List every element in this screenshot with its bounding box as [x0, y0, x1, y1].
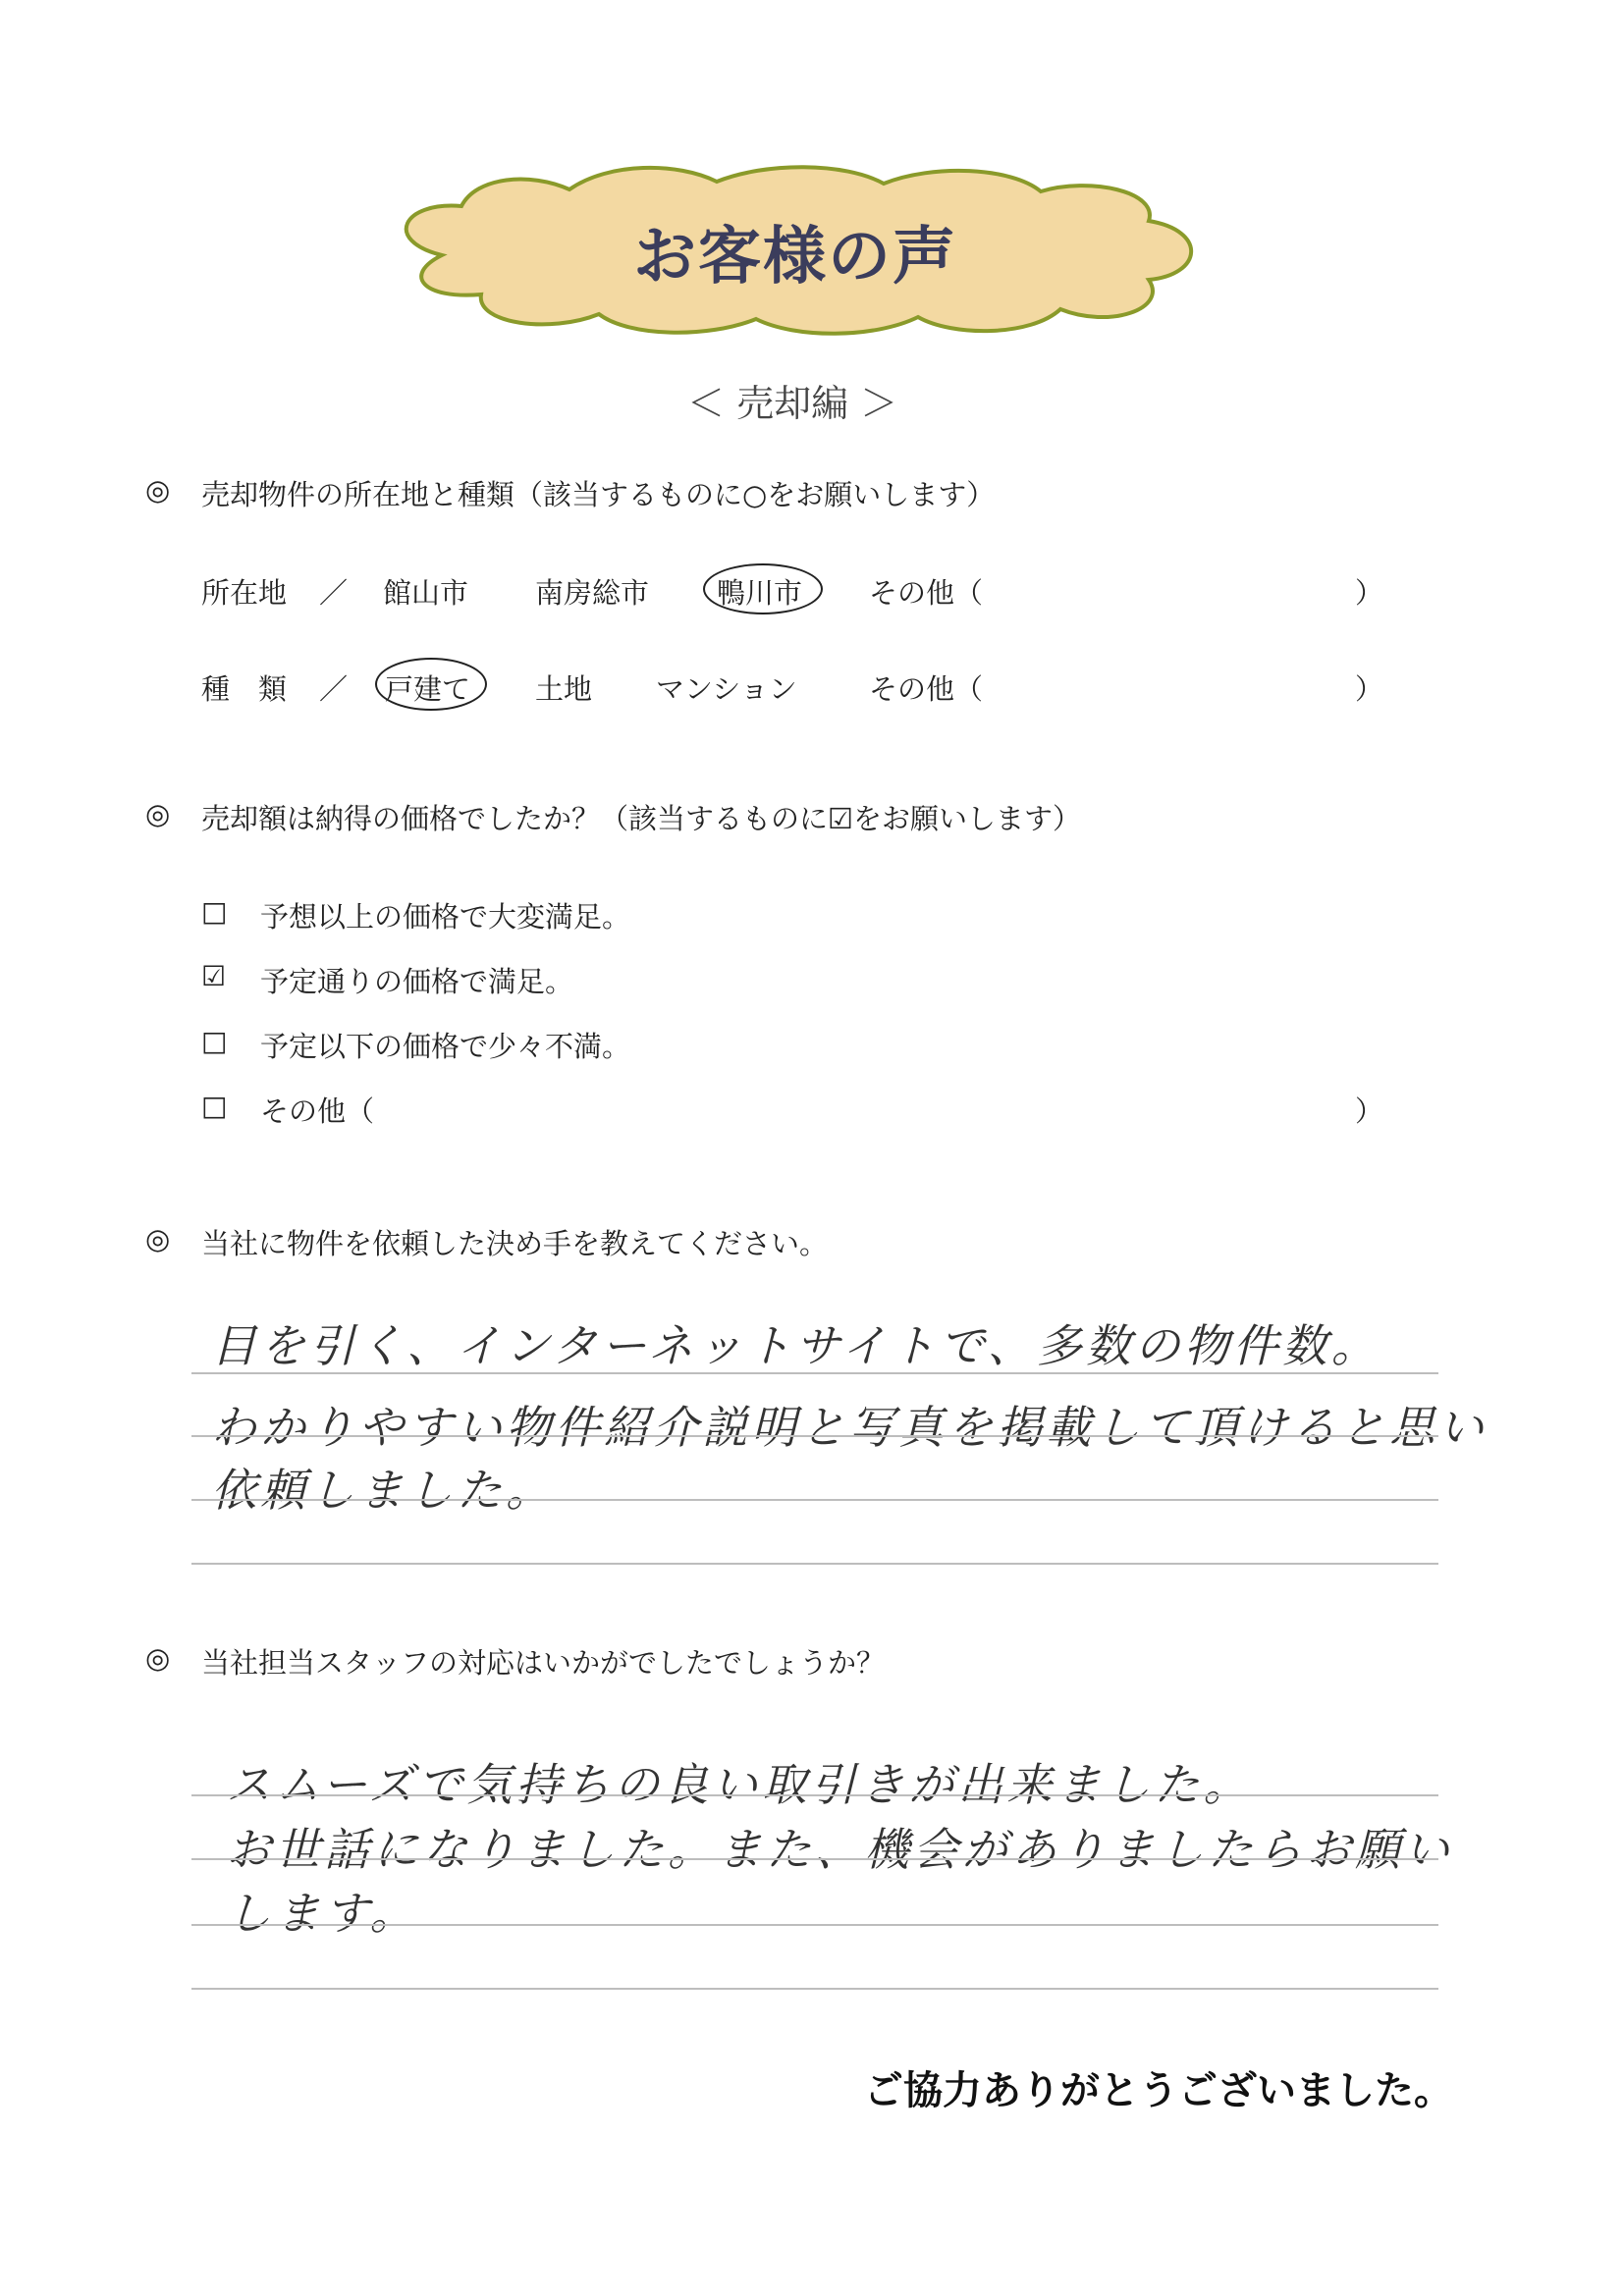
q1-question: 売却物件の所在地と種類（該当するものに○をお願いします） [201, 478, 996, 511]
option-checkbox-checked[interactable]: ☑ [201, 960, 227, 992]
option-label: その他（ [260, 1095, 375, 1128]
option-checkbox[interactable]: □ [201, 895, 228, 928]
type-option-mansion[interactable]: マンション [656, 672, 797, 706]
option-label: 予定以下の価格で少々不満。 [260, 1030, 631, 1063]
q4-answer-line: します。 [226, 1887, 419, 1940]
q3-answer-line: 依頼しました。 [211, 1464, 555, 1517]
type-slash: ／ [319, 672, 349, 706]
answer-rule [191, 1858, 1438, 1860]
location-other-close: ） [1355, 576, 1384, 610]
q4-answer-line: お世話になりました。また、機会がありましたらお願い [226, 1823, 1453, 1876]
answer-rule [191, 1499, 1438, 1501]
page-title: お客様の声 [633, 221, 957, 294]
option-checkbox[interactable]: □ [201, 1090, 228, 1122]
answer-rule [191, 1794, 1438, 1796]
q3-answer-line: 目を引く、インターネットサイトで、多数の物件数。 [211, 1319, 1380, 1372]
answer-rule [191, 1924, 1438, 1926]
q3-answer-line: わかりやすい物件紹介説明と写真を掲載して頂けると思い [211, 1401, 1488, 1454]
location-selected-circle [703, 563, 823, 614]
location-option-other[interactable]: その他（ [869, 576, 984, 610]
option-label: 予想以上の価格で大変満足。 [260, 900, 631, 934]
q1-mark: ◎ [145, 473, 171, 507]
answer-rule [191, 1988, 1438, 1990]
type-selected-circle [375, 658, 487, 711]
q2-question: 売却額は納得の価格でしたか？（該当するものに☑をお願いします） [201, 802, 1081, 835]
answer-rule [191, 1372, 1438, 1374]
location-option-minamiboso[interactable]: 南房総市 [535, 576, 650, 610]
answer-rule [191, 1435, 1438, 1437]
q4-answer-line: スムーズで気持ちの良い取引きが出来ました。 [226, 1758, 1253, 1811]
answer-rule [191, 1563, 1438, 1565]
location-option-kamogawa[interactable]: 鴨川市 [717, 576, 803, 610]
q4-mark: ◎ [145, 1641, 171, 1675]
type-option-land[interactable]: 土地 [535, 672, 593, 706]
type-option-other[interactable]: その他（ [869, 672, 984, 706]
type-label: 種 類 [201, 672, 288, 706]
q4-question: 当社担当スタッフの対応はいかがでしたでしょうか？ [201, 1646, 886, 1680]
q3-question: 当社に物件を依頼した決め手を教えてください。 [201, 1227, 829, 1260]
option-other-close: ） [1355, 1095, 1384, 1128]
q2-mark: ◎ [145, 797, 171, 830]
section-subtitle: ＜ 売却編 ＞ [687, 382, 898, 425]
location-slash: ／ [319, 576, 349, 610]
thanks-message: ご協力ありがとうございました。 [864, 2068, 1453, 2113]
type-other-close: ） [1355, 672, 1384, 706]
q3-mark: ◎ [145, 1222, 171, 1255]
type-option-house[interactable]: 戸建て [385, 672, 471, 706]
location-label: 所在地 [201, 576, 288, 610]
location-option-tateyama[interactable]: 館山市 [383, 576, 469, 610]
option-checkbox[interactable]: □ [201, 1025, 228, 1057]
option-label: 予定通りの価格で満足。 [260, 965, 574, 998]
